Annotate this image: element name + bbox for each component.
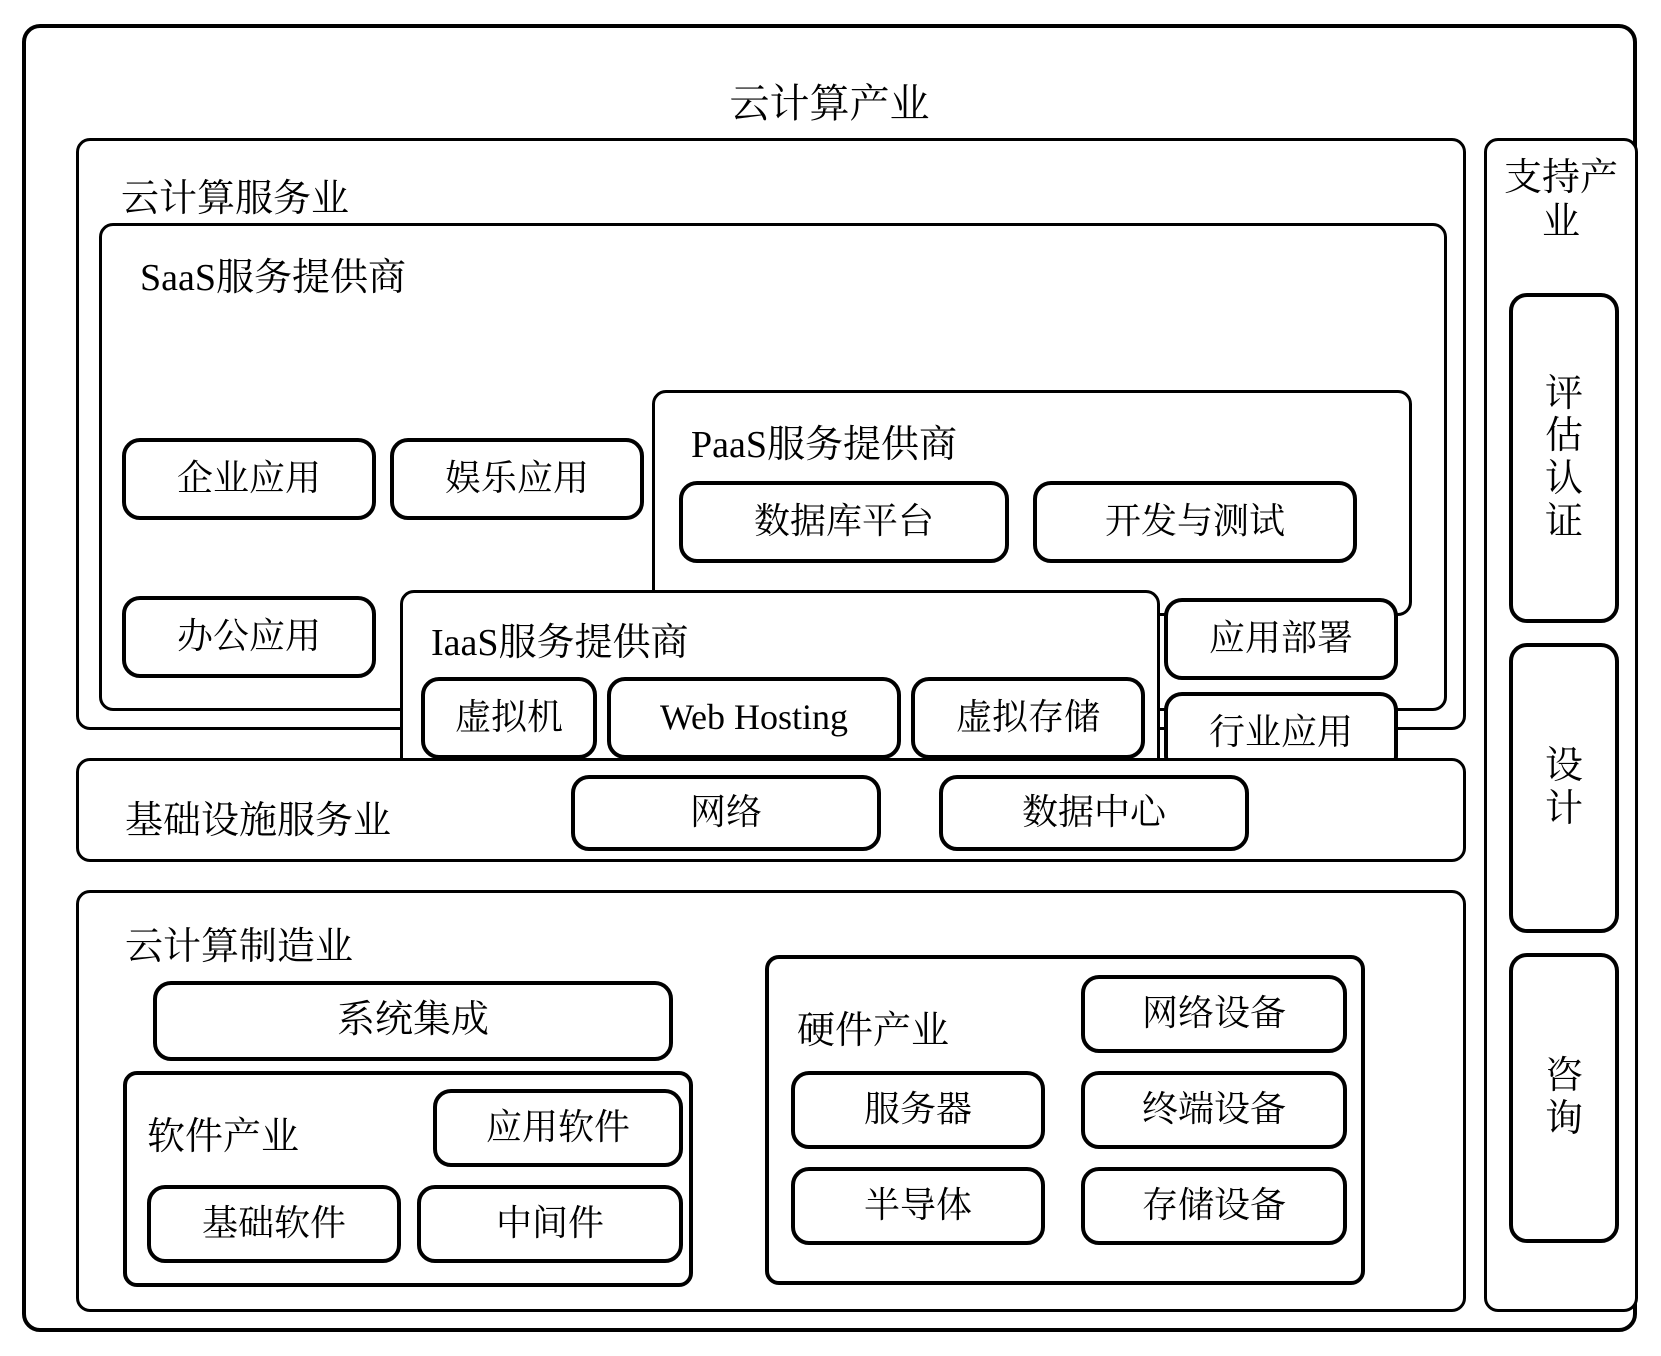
page-title: 云计算产业 <box>729 81 930 126</box>
manufacturing-item-system-integration: 系统集成 <box>153 981 673 1061</box>
saas-provider-label: SaaS服务提供商 <box>140 257 407 299</box>
saas-provider-group <box>99 223 1447 753</box>
software-industry-group <box>123 1071 693 1287</box>
support-item-design <box>1509 643 1619 933</box>
saas-item-app-deployment: 应用部署 <box>1164 598 1398 680</box>
saas-item-entertainment-app: 娱乐应用 <box>390 438 644 520</box>
support-item-label: 设计 <box>1544 745 1583 830</box>
paas-item-database-platform: 数据库平台 <box>679 481 1009 563</box>
paas-provider-group <box>652 390 1412 616</box>
cloud-manufacturing-group <box>76 890 1466 1312</box>
iaas-item-web-hosting: Web Hosting <box>607 677 901 759</box>
software-item-basic-software: 基础软件 <box>147 1185 401 1263</box>
hardware-industry-label: 硬件产业 <box>797 1010 950 1052</box>
cloud-computing-industry-container <box>22 24 1637 1332</box>
software-industry-label: 软件产业 <box>147 1116 300 1158</box>
cloud-services-industry-label: 云计算服务业 <box>121 178 350 220</box>
support-item-label: 评估认证 <box>1544 372 1583 543</box>
hardware-item-semiconductor: 半导体 <box>791 1167 1045 1245</box>
hardware-item-storage-equipment: 存储设备 <box>1081 1167 1347 1245</box>
iaas-item-virtual-storage: 虚拟存储 <box>911 677 1145 759</box>
saas-item-enterprise-app: 企业应用 <box>122 438 376 520</box>
paas-provider-label: PaaS服务提供商 <box>691 424 958 466</box>
support-industry-group <box>1484 138 1638 1312</box>
cloud-manufacturing-label: 云计算制造业 <box>125 926 354 968</box>
support-industry-label: 支持产业 <box>1503 157 1618 243</box>
paas-item-dev-and-test: 开发与测试 <box>1033 481 1357 563</box>
support-item-consulting <box>1509 953 1619 1243</box>
hardware-item-server: 服务器 <box>791 1071 1045 1149</box>
software-item-middleware: 中间件 <box>417 1185 683 1263</box>
infrastructure-services-label: 基础设施服务业 <box>125 800 392 842</box>
hardware-item-terminal-equipment: 终端设备 <box>1081 1071 1347 1149</box>
infrastructure-item-network: 网络 <box>571 775 881 851</box>
infrastructure-services-group <box>76 758 1466 862</box>
software-item-application-software: 应用软件 <box>433 1089 683 1167</box>
iaas-item-virtual-machine: 虚拟机 <box>421 677 597 759</box>
iaas-provider-label: IaaS服务提供商 <box>431 622 689 664</box>
saas-item-industry-app: 行业应用 <box>1164 692 1398 774</box>
infrastructure-item-data-center: 数据中心 <box>939 775 1249 851</box>
cloud-services-industry-group <box>76 138 1466 753</box>
hardware-industry-group <box>765 955 1365 1285</box>
saas-item-office-app: 办公应用 <box>122 596 376 678</box>
hardware-item-network-equipment: 网络设备 <box>1081 975 1347 1053</box>
support-item-assessment-certification <box>1509 293 1619 623</box>
support-item-label: 咨询 <box>1544 1055 1583 1140</box>
